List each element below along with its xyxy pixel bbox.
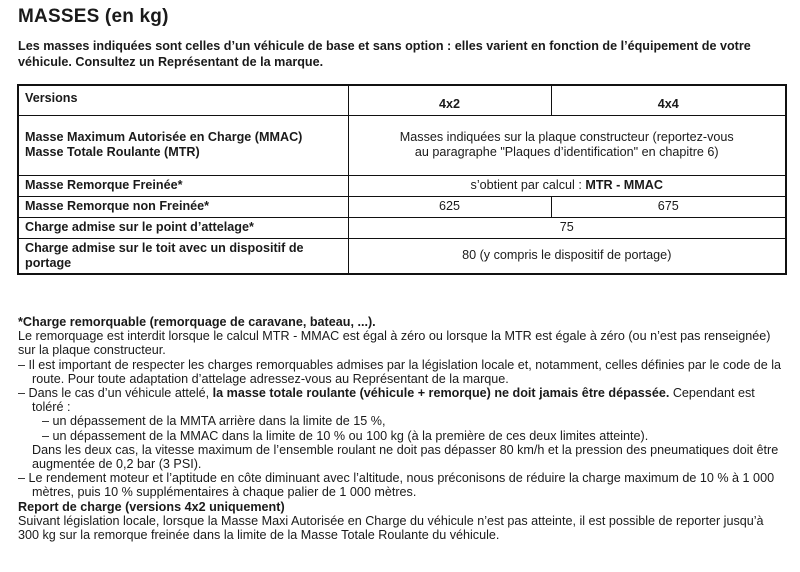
point-attelage-label: Charge admise sur le point d’attelage* bbox=[18, 217, 348, 238]
remorque-non-freinee-4x2: 625 bbox=[348, 196, 551, 217]
table-row-remorque-non-freinee bbox=[18, 196, 786, 217]
notes-heading-2: Report de charge (versions 4x2 uniquement) bbox=[18, 499, 285, 514]
notes-bullet-3: – Le rendement moteur et l’aptitude en côte diminuant avec l’altitude, nous préconisons de réduire la charge maximum de 10 % à 1 000 mètres, puis 10 % supplémentaires à chaque palier de 1 000 mètres. bbox=[18, 471, 775, 500]
header-4x2: 4x2 bbox=[348, 85, 551, 115]
notes-paragraph-3: Suivant législation locale, lorsque la Masse Maxi Autorisée en Charge du véhicule n’est pas atteinte, il est possible de reporter jusqu’à 300 kg sur la remorque freinée dans la limite de la Masse Totale Roulante du véhicule. bbox=[18, 513, 764, 543]
header-versions: Versions bbox=[18, 85, 348, 115]
remorque-freinee-value bbox=[348, 175, 786, 196]
mtr-label-line2: Masse Totale Roulante (MTR) bbox=[25, 145, 200, 159]
table-row-point-attelage bbox=[18, 217, 786, 238]
remorque-freinee-prefix: s’obtient par calcul : bbox=[470, 178, 586, 192]
intro-text: Les masses indiquées sont celles d’un véhicule de base et sans option : elles varient en fonction de l’équipement de votre véhicule. Consultez un Représentant de la marque. bbox=[18, 39, 751, 69]
table-row-mmac bbox=[18, 115, 786, 175]
table-row-remorque-freinee bbox=[18, 175, 786, 196]
notes-section bbox=[18, 315, 788, 542]
bullet-2-bold: la masse totale roulante (véhicule + remorque) ne doit jamais être dépassée. bbox=[212, 386, 670, 401]
notes-subbullet-1: – un dépassement de la MMTA arrière dans la limite de 15 %, bbox=[42, 414, 386, 429]
masses-table bbox=[17, 84, 787, 275]
point-attelage-value: 75 bbox=[348, 217, 786, 238]
mmac-value bbox=[348, 115, 786, 175]
mmac-label-line1: Masse Maximum Autorisée en Charge (MMAC) bbox=[25, 130, 303, 144]
toit-label: Charge admise sur le toit avec un dispositif de portage bbox=[18, 238, 348, 274]
notes-heading: *Charge remorquable (remorquage de caravane, bateau, ...). bbox=[18, 315, 376, 329]
remorque-non-freinee-label: Masse Remorque non Freinée* bbox=[18, 196, 348, 217]
bullet-2-pre: – Dans le cas d’un véhicule attelé, bbox=[18, 386, 213, 401]
table-row-header bbox=[18, 85, 786, 115]
bullet-2-post: Cependant est toléré : bbox=[32, 386, 755, 415]
notes-bullet-2 bbox=[18, 386, 788, 414]
table-row-toit bbox=[18, 238, 786, 274]
notes-subbullet-2: – un dépassement de la MMAC dans la limite de 10 % ou 100 kg (à la première de ces deux limites atteinte). bbox=[42, 428, 649, 443]
remorque-freinee-formula: MTR - MMAC bbox=[585, 178, 663, 192]
mmac-value-line2: au paragraphe "Plaques d’identification" en chapitre 6) bbox=[414, 145, 719, 159]
notes-paragraph-2: Dans les deux cas, la vitesse maximum de l’ensemble roulant ne doit pas dépasser 80 km/h et la pression des pneumatiques doit être augmentée de 0,2 bar (3 PSI). bbox=[32, 442, 779, 472]
remorque-freinee-label: Masse Remorque Freinée* bbox=[18, 175, 348, 196]
mmac-label bbox=[18, 115, 348, 175]
page-title: MASSES (en kg) bbox=[18, 6, 169, 27]
header-4x4: 4x4 bbox=[551, 85, 786, 115]
mmac-value-line1: Masses indiquées sur la plaque constructeur (reportez-vous bbox=[399, 130, 734, 144]
notes-paragraph-1: Le remorquage est interdit lorsque le calcul MTR - MMAC est égal à zéro ou lorsque la MTR est égale à zéro (ou n’est pas renseignée) sur la plaque constructeur. bbox=[18, 329, 771, 358]
toit-value: 80 (y compris le dispositif de portage) bbox=[348, 238, 786, 274]
notes-bullet-1: – Il est important de respecter les charges remorquables admises par la législation locale et, notamment, celles définies par le code de la route. Pour toute adaptation d’attelage adressez-vous au Représentant de la marque. bbox=[18, 357, 782, 386]
remorque-non-freinee-4x4: 675 bbox=[551, 196, 786, 217]
